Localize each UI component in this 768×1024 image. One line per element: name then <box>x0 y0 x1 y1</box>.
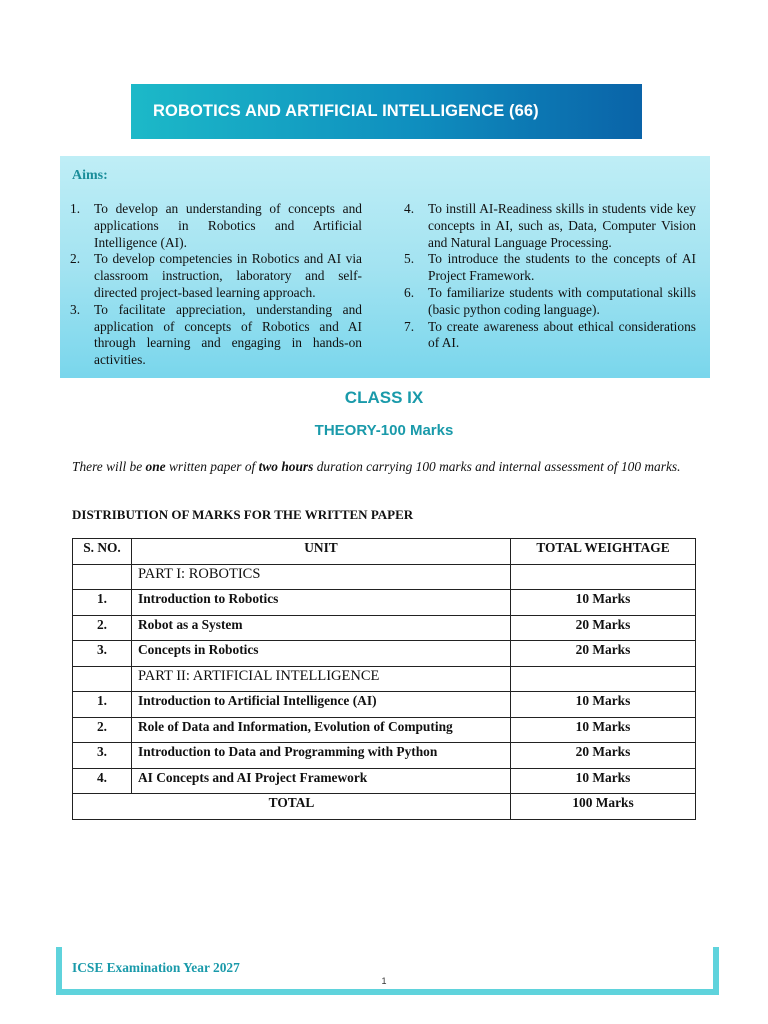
table-row: 3. Concepts in Robotics 20 Marks <box>73 641 696 667</box>
aims-list-left <box>70 201 362 369</box>
page-number: 1 <box>381 976 387 986</box>
aim-item: 2. To develop competencies in Robotics and AI via classroom instruction, laboratory and self-directed project-based learning approach. <box>70 251 362 300</box>
intro-text: There will be one written paper of two hours duration carrying 100 marks and internal assessment of 100 marks. <box>72 459 681 474</box>
table-header-row <box>73 539 696 565</box>
part-heading: PART II: ARTIFICIAL INTELLIGENCE <box>132 666 511 692</box>
header-weightage: TOTAL WEIGHTAGE <box>511 539 696 565</box>
distribution-title: DISTRIBUTION OF MARKS FOR THE WRITTEN PAPER <box>72 507 414 522</box>
part-row <box>73 666 696 692</box>
class-title: CLASS IX <box>344 388 424 407</box>
aim-item: 3. To facilitate appreciation, understanding and application of concepts of Robotics and AI through learning and engaging in hands-on activities. <box>70 301 362 368</box>
aim-item: 1. To develop an understanding of concepts and applications in Robotics and Artificial Intelligence (AI). <box>70 201 362 250</box>
table-row: 2. Role of Data and Information, Evolution of Computing 10 Marks <box>73 717 696 743</box>
title-banner <box>131 84 642 139</box>
page-title: ROBOTICS AND ARTIFICIAL INTELLIGENCE (66) <box>153 102 539 120</box>
total-marks: 100 Marks <box>511 794 696 820</box>
aims-title: Aims: <box>72 168 108 183</box>
table-row: 1. Introduction to Robotics 10 Marks <box>73 590 696 616</box>
aim-item: 5. To introduce the students to the concepts of AI Project Framework. <box>404 251 696 284</box>
marks-table <box>72 538 696 820</box>
theory-title: THEORY-100 Marks <box>314 422 454 439</box>
total-row <box>73 794 696 820</box>
table-row: 1. Introduction to Artificial Intelligence (AI) 10 Marks <box>73 692 696 718</box>
total-label: TOTAL <box>73 794 511 820</box>
part-row <box>73 564 696 590</box>
aims-box <box>60 156 710 378</box>
table-row: 2. Robot as a System 20 Marks <box>73 615 696 641</box>
table-row: 3. Introduction to Data and Programming with Python 20 Marks <box>73 743 696 769</box>
footer-text: ICSE Examination Year 2027 <box>72 960 240 975</box>
aim-item: 7. To create awareness about ethical considerations of AI. <box>404 318 696 351</box>
part-heading: PART I: ROBOTICS <box>132 564 511 590</box>
aims-list-right <box>404 201 696 352</box>
table-row: 4. AI Concepts and AI Project Framework 10 Marks <box>73 768 696 794</box>
header-sno: S. NO. <box>73 539 132 565</box>
aim-item: 4. To instill AI-Readiness skills in students vide key concepts in AI, such as, Data, Computer Vision and Natural Language Processing. <box>404 201 696 250</box>
header-unit: UNIT <box>132 539 511 565</box>
aim-item: 6. To familiarize students with computational skills (basic python coding language). <box>404 284 696 317</box>
